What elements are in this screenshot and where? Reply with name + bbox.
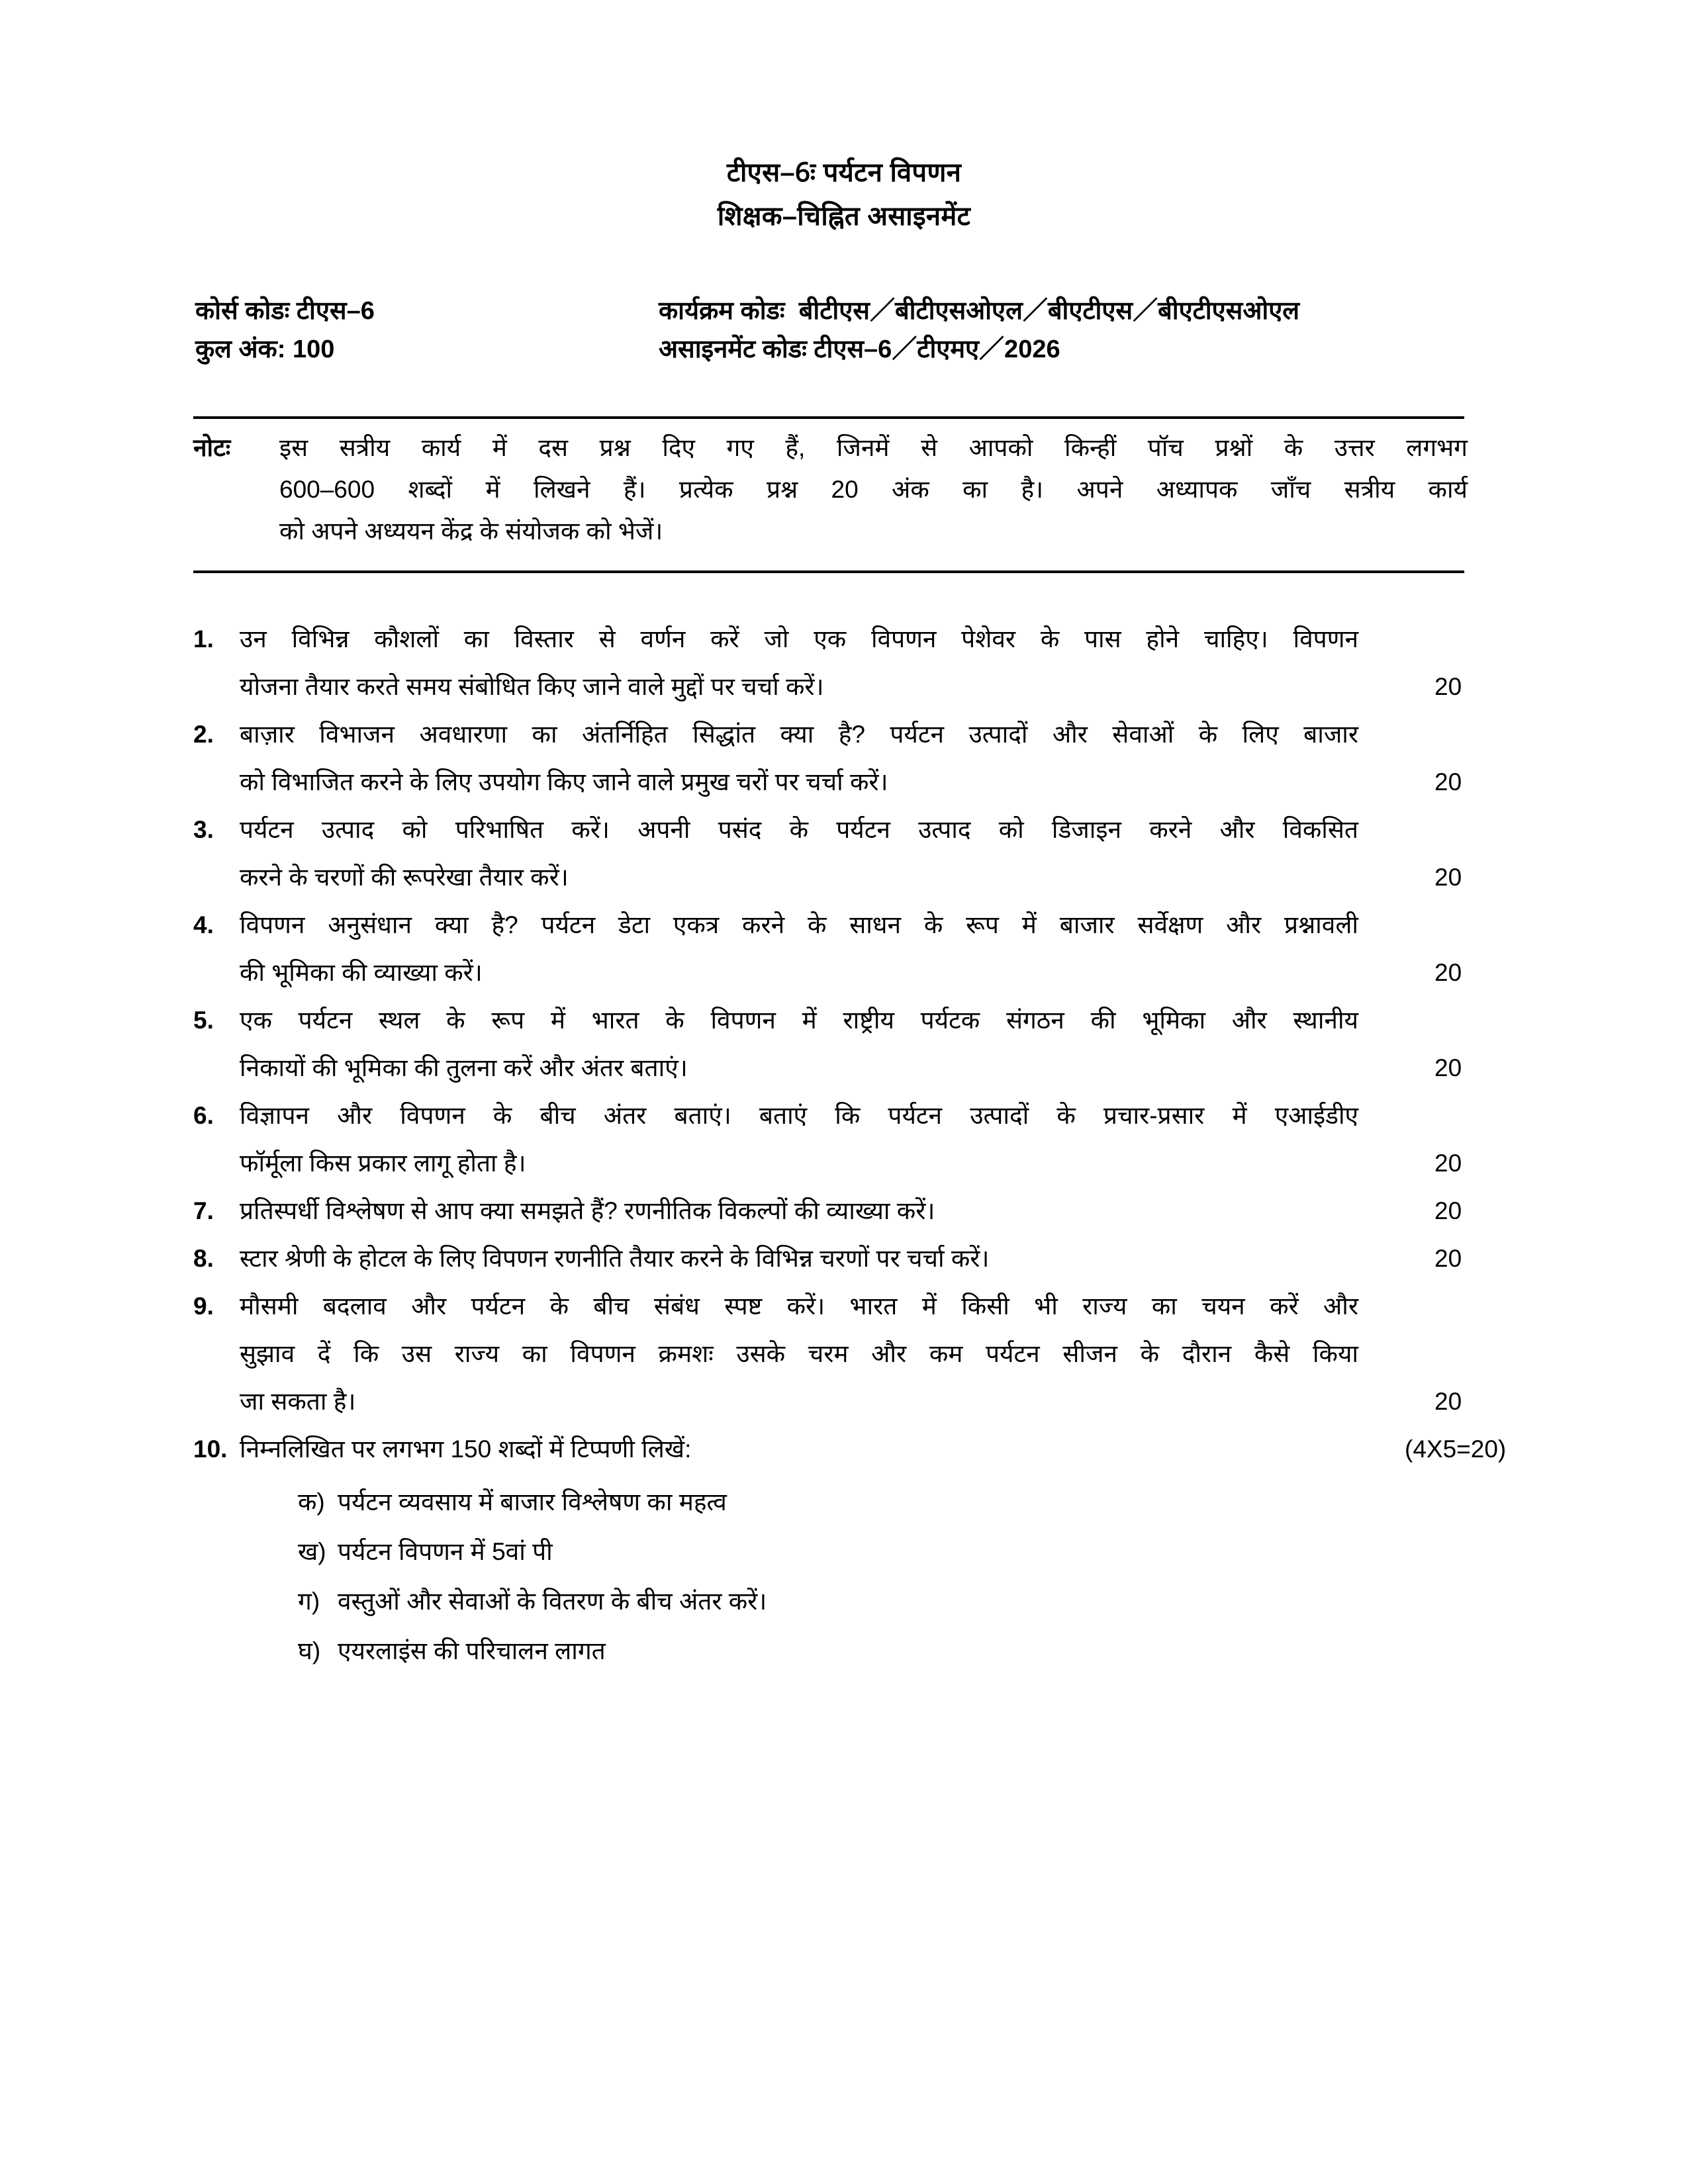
programme-code-label: कार्यक्रम कोडः (659, 297, 785, 325)
question-number: 10. (193, 1435, 228, 1463)
note-line-1: इस सत्रीय कार्य में दस प्रश्न दिए गए हैं, जिनमें से आपको किन्हीं पॉच प्रश्नों के उत्तर लगभग (279, 434, 1468, 461)
question-line: मौसमी बदलाव और पर्यटन के बीच संबंध स्पष्ट करें। भारत में किसी भी राज्य का चयन करें और (240, 1293, 1358, 1320)
note-body (279, 427, 1468, 552)
question-marks: 20 (1434, 1245, 1462, 1272)
question-marks: 20 (1434, 1054, 1462, 1081)
question-marks: 20 (1434, 1197, 1462, 1224)
question-text (240, 615, 1358, 711)
subitem-label: घ) (298, 1637, 321, 1664)
question-body (240, 1092, 1471, 1187)
question-line: विपणन अनुसंधान क्या है? पर्यटन डेटा एकत्र करने के साधन के रूप में बाजार सर्वेक्षण और प्रश्नावली (240, 911, 1358, 938)
question-body (240, 1235, 1471, 1283)
subitem-label: क) (298, 1488, 325, 1516)
question-line: करने के चरणों की रूपरेखा तैयार करें। (240, 864, 569, 891)
total-marks-field (195, 331, 659, 365)
subitem-text: एयरलाइंस की परिचालन लागत (338, 1637, 606, 1664)
assignment-code-label: असाइनमेंट कोडः (659, 336, 807, 363)
question-number: 8. (193, 1245, 214, 1272)
question-marks: 20 (1434, 1150, 1462, 1177)
course-code-label: कोर्स कोडः (195, 297, 290, 325)
question-text (240, 806, 1358, 901)
question-text (240, 997, 1358, 1092)
question-marks: 20 (1434, 959, 1462, 986)
question-body (240, 997, 1471, 1092)
question-body (240, 1187, 1471, 1235)
subitem (240, 1477, 1471, 1527)
question-marks: 20 (1434, 864, 1462, 891)
question-item (193, 615, 1471, 711)
question-text (240, 1235, 1358, 1283)
note-label: नोटः (193, 434, 231, 461)
question-number: 7. (193, 1197, 214, 1224)
question-body (240, 711, 1471, 806)
course-code-field (195, 293, 659, 327)
question-item (193, 901, 1471, 997)
subitem (240, 1626, 1471, 1676)
question-text (240, 1092, 1358, 1187)
title-line-assignment-type: शिक्षक–चिह्नित असाइनमेंट (717, 202, 971, 231)
subitem-text: पर्यटन व्यवसाय में बाजार विश्लेषण का महत्व (338, 1488, 727, 1516)
question-line: बाज़ार विभाजन अवधारणा का अंतर्निहित सिद्धांत क्या है? पर्यटन उत्पादों और सेवाओं के लिए बाजार (240, 721, 1358, 748)
subitem-text: वस्तुओं और सेवाओं के वितरण के बीच अंतर करें। (338, 1588, 767, 1615)
question-marks: 20 (1434, 768, 1462, 796)
question-item (193, 1283, 1471, 1426)
question-item (193, 1187, 1471, 1235)
question-item (193, 806, 1471, 901)
code-block (195, 290, 1473, 367)
question-body (240, 615, 1471, 711)
question-line: उन विभिन्न कौशलों का विस्तार से वर्णन करें जो एक विपणन पेशेवर के पास होने चाहिए। विपणन (240, 625, 1358, 653)
question-text (240, 901, 1358, 997)
subitem-label: ग) (298, 1588, 320, 1615)
assignment-code-value: टीएस–6／टीएमए／2026 (814, 336, 1060, 363)
question-body (240, 1283, 1471, 1426)
question-text (240, 1426, 1358, 1473)
question-number: 4. (193, 911, 214, 938)
programme-code-value: बीटीएस／बीटीएसओएल／बीएटीएस／बीएटीएसओएल (798, 297, 1299, 325)
total-marks-label: कुल अंक: (195, 336, 286, 363)
question-line: योजना तैयार करते समय संबोधित किए जाने वाले मुद्दों पर चर्चा करें। (240, 673, 824, 700)
question-line: फॉर्मूला किस प्रकार लागू होता है। (240, 1150, 526, 1177)
question-line: प्रतिस्पर्धी विश्लेषण से आप क्या समझते हैं? रणनीतिक विकल्पों की व्याख्या करें। (240, 1197, 935, 1224)
subitem-label: ख) (298, 1538, 326, 1565)
note-top-divider (193, 416, 1464, 419)
subitem (240, 1527, 1471, 1576)
assignment-code-field (659, 328, 1473, 365)
note-block (193, 427, 1468, 552)
code-row-second (195, 328, 1473, 367)
question-line: को विभाजित करने के लिए उपयोग किए जाने वाले प्रमुख चरों पर चर्चा करें। (240, 768, 888, 796)
question-body (240, 1426, 1507, 1676)
total-marks-value: 100 (292, 336, 335, 363)
question-text (240, 1283, 1358, 1426)
subitem-text: पर्यटन विपणन में 5वां पी (338, 1538, 553, 1565)
note-bottom-divider (193, 570, 1464, 573)
question-line: विज्ञापन और विपणन के बीच अंतर बताएं। बताएं कि पर्यटन उत्पादों के प्रचार-प्रसार में एआईडीए (240, 1102, 1358, 1129)
question-number: 2. (193, 721, 214, 748)
programme-code-field (659, 290, 1473, 327)
question-line: सुझाव दें कि उस राज्य का विपणन क्रमशः उसके चरम और कम पर्यटन सीजन के दौरान कैसे किया (240, 1340, 1358, 1367)
code-row-first (195, 290, 1473, 328)
question-line: पर्यटन उत्पाद को परिभाषित करें। अपनी पसंद के पर्यटन उत्पाद को डिजाइन करने और विकसित (240, 816, 1358, 843)
question-number: 5. (193, 1007, 214, 1034)
question-item (193, 1235, 1471, 1283)
question-text (240, 1187, 1358, 1235)
question-item (193, 1092, 1471, 1187)
question-body (240, 901, 1471, 997)
question-item (193, 1426, 1507, 1676)
note-line-2: 600–600 शब्दों में लिखने हैं। प्रत्येक प्रश्न 20 अंक का है। अपने अध्यापक जॉंच सत्रीय कार्य (279, 476, 1468, 503)
question-number: 9. (193, 1293, 214, 1320)
question-line: एक पर्यटन स्थल के रूप में भारत के विपणन में राष्ट्रीय पर्यटक संगठन की भूमिका और स्थानीय (240, 1007, 1358, 1034)
question-marks: 20 (1434, 673, 1462, 700)
question-number: 1. (193, 625, 214, 653)
question-number: 3. (193, 816, 214, 843)
question-line: स्टार श्रेणी के होटल के लिए विपणन रणनीति तैयार करने के विभिन्न चरणों पर चर्चा करें। (240, 1245, 990, 1272)
question-marks: 20 (1434, 1388, 1462, 1415)
subitem-list (240, 1477, 1471, 1676)
note-line-3: को अपने अध्ययन केंद्र के संयोजक को भेजें। (279, 518, 663, 545)
title-line-course: टीएस–6ः पर्यटन विपणन (726, 158, 962, 187)
question-list (193, 615, 1507, 1676)
question-line: की भूमिका की व्याख्या करें। (240, 959, 483, 986)
question-item (193, 711, 1471, 806)
page-title (0, 151, 1688, 238)
subitem (240, 1576, 1471, 1626)
question-marks: (4X5=20) (1405, 1435, 1507, 1463)
question-body (240, 806, 1471, 901)
question-line: निकायों की भूमिका की तुलना करें और अंतर बताएं। (240, 1054, 688, 1081)
question-number: 6. (193, 1102, 214, 1129)
question-text (240, 711, 1358, 806)
question-line: जा सकता है। (240, 1388, 356, 1415)
question-line: निम्नलिखित पर लगभग 150 शब्दों में टिप्पणी लिखें: (240, 1435, 692, 1463)
question-item (193, 997, 1471, 1092)
course-code-value: टीएस–6 (296, 297, 375, 325)
